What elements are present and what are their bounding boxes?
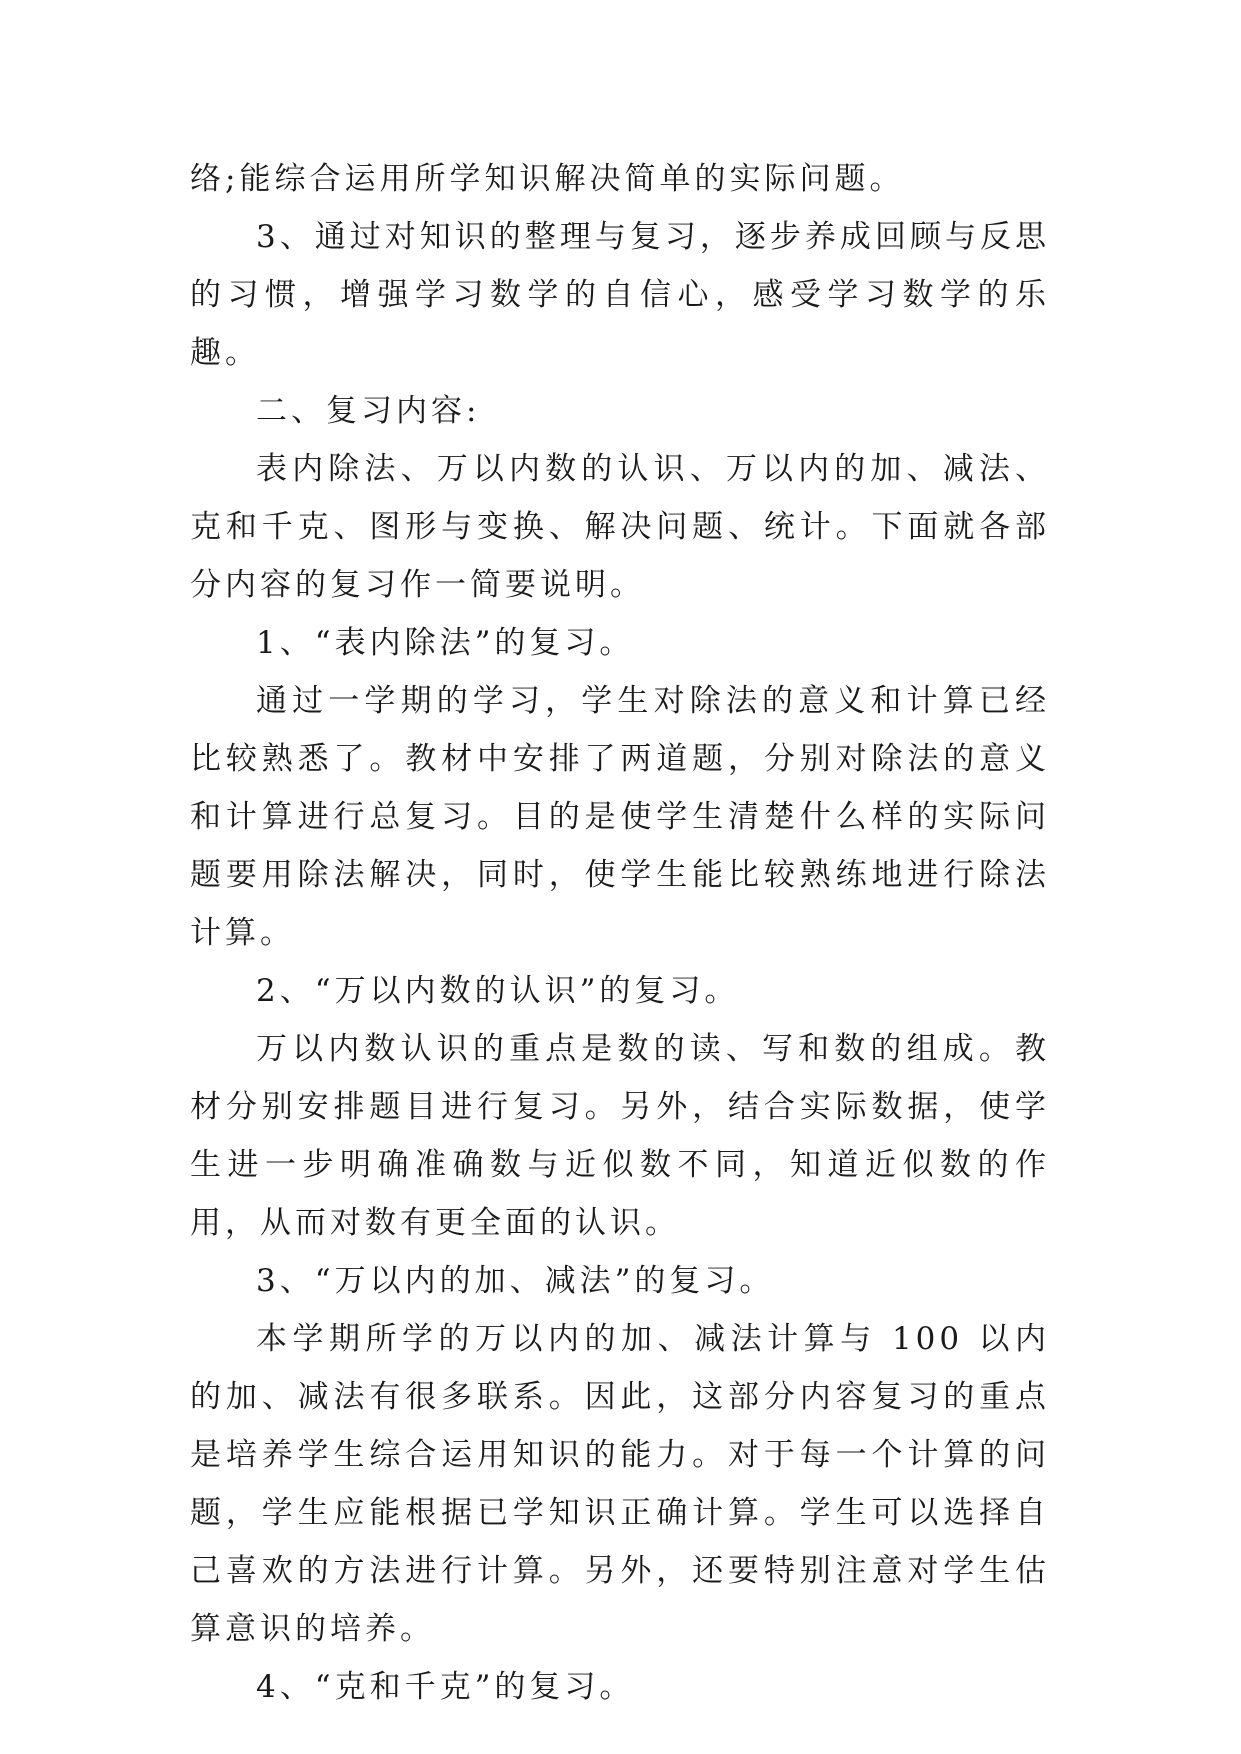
paragraph: 本学期所学的万以内的加、减法计算与 100 以内的加、减法有很多联系。因此，这部分内容复习的重点是培养学生综合运用知识的能力。对于每一个计算的问题，学生应能根据已学知识正确计算。学生可以选择自己喜欢的方法进行计算。另外，还要特别注意对学生估算意识的培养。 (190, 1321, 1050, 1647)
paragraph: 3、通过对知识的整理与复习，逐步养成回顾与反思的习惯，增强学习数学的自信心，感受学习数学的乐趣。 (190, 219, 1050, 371)
subsection-heading: 4、“克和千克”的复习。 (256, 1669, 635, 1705)
paragraph: 通过一学期的学习，学生对除法的意义和计算已经比较熟悉了。教材中安排了两道题，分别对除法的意义和计算进行总复习。目的是使学生清楚什么样的实际问题要用除法解决，同时，使学生能比较熟练地进行除法计算。 (190, 683, 1050, 951)
section-heading: 二、复习内容: (256, 393, 481, 429)
subsection-heading: 2、“万以内数的认识”的复习。 (256, 973, 740, 1009)
document-body (190, 150, 1050, 1716)
paragraph: 万以内数认识的重点是数的读、写和数的组成。教材分别安排题目进行复习。另外，结合实际数据，使学生进一步明确准确数与近似数不同，知道近似数的作用，从而对数有更全面的认识。 (190, 1031, 1050, 1241)
paragraph: 络;能综合运用所学知识解决简单的实际问题。 (190, 161, 905, 197)
subsection-heading: 1、“表内除法”的复习。 (256, 625, 635, 661)
paragraph: 表内除法、万以内数的认识、万以内的加、减法、克和千克、图形与变换、解决问题、统计。下面就各部分内容的复习作一简要说明。 (190, 451, 1050, 603)
subsection-heading: 3、“万以内的加、减法”的复习。 (256, 1263, 775, 1299)
